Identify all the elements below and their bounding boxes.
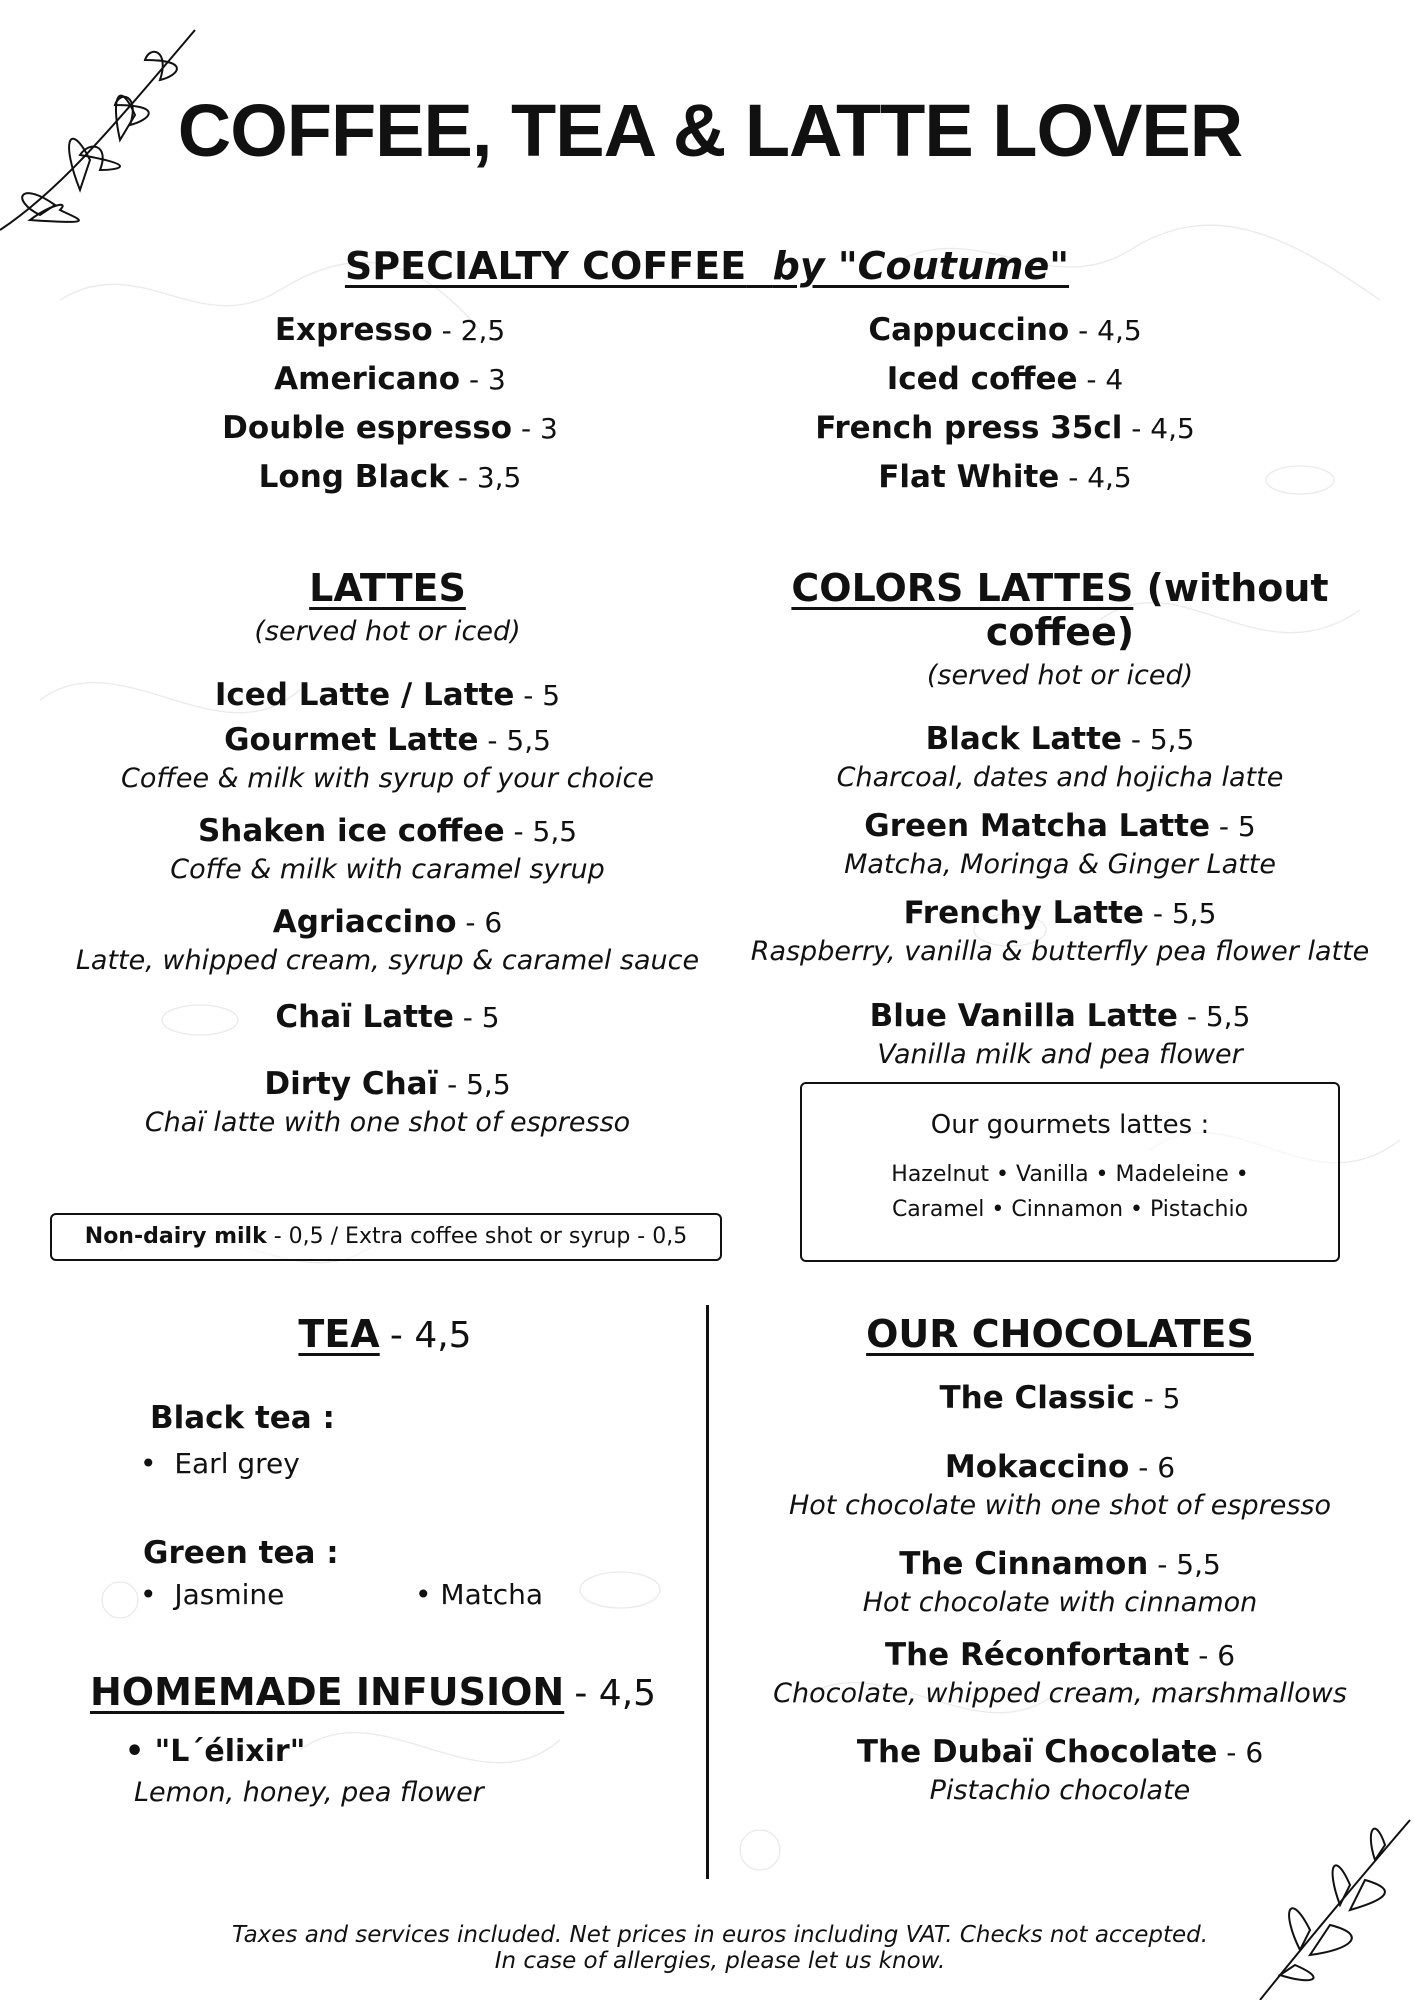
list-item: French press 35cl - 4,5 — [815, 410, 1195, 446]
list-item: • Jasmine — [140, 1578, 285, 1611]
item-description: Pistachio chocolate — [929, 1775, 1191, 1806]
column-divider — [706, 1305, 709, 1879]
list-item: Iced coffee - 4 — [886, 361, 1124, 397]
infusion-item: • "L´élixir" — [125, 1734, 306, 1769]
list-item: • Earl grey — [140, 1447, 300, 1480]
infusion-description: Lemon, honey, pea flower — [134, 1777, 484, 1808]
extras-text: Non-dairy milk - 0,5 / Extra coffee shot or syrup - 0,5 — [84, 1224, 688, 1249]
infusion-price: - 4,5 — [574, 1673, 657, 1714]
footer-line2: In case of allergies, please let us know. — [494, 1948, 946, 1974]
infusion-heading-row — [90, 1670, 710, 1714]
list-item: Frenchy Latte - 5,5 — [903, 895, 1217, 931]
item-description: Charcoal, dates and hojicha latte — [836, 762, 1284, 793]
list-item: Long Black - 3,5 — [258, 459, 522, 495]
list-item: Cappuccino - 4,5 — [868, 312, 1142, 348]
list-item: Double espresso - 3 — [222, 410, 558, 446]
item-description: Matcha, Moringa & Ginger Latte — [844, 849, 1276, 880]
list-item: Flat White - 4,5 — [878, 459, 1132, 495]
list-item: Black Latte - 5,5 — [925, 721, 1195, 757]
gourmet-box-line1: Hazelnut • Vanilla • Madeleine • — [891, 1162, 1249, 1187]
list-item: Chaï Latte - 5 — [275, 999, 500, 1035]
list-item: Expresso - 2,5 — [274, 312, 506, 348]
specialty-coffee-heading — [0, 244, 1414, 288]
roaster-credit: by "Coutume" — [772, 244, 1070, 288]
list-item: Dirty Chaï - 5,5 — [264, 1066, 511, 1102]
colors-heading-suffix: (without coffee) — [985, 566, 1329, 654]
list-item: The Cinnamon - 5,5 — [899, 1546, 1221, 1582]
list-item: Agriaccino - 6 — [272, 904, 503, 940]
item-description: Vanilla milk and pea flower — [877, 1039, 1243, 1070]
lattes-section — [40, 566, 735, 1139]
lattes-heading: LATTES — [309, 566, 466, 610]
footer-note — [120, 1922, 1320, 1974]
specialty-left-list — [160, 306, 620, 502]
colors-lattes-section — [720, 566, 1400, 1071]
colors-heading: COLORS LATTES — [791, 566, 1134, 610]
item-description: Chocolate, whipped cream, marshmallows — [773, 1678, 1347, 1709]
infusion-heading: HOMEMADE INFUSION — [90, 1670, 565, 1714]
gourmet-box-heading: Our gourmets lattes : — [930, 1110, 1210, 1140]
list-item: Green Matcha Latte - 5 — [864, 808, 1256, 844]
item-description: Hot chocolate with one shot of espresso — [788, 1490, 1331, 1521]
list-item: • Matcha — [415, 1578, 544, 1611]
specialty-right-list — [760, 306, 1250, 502]
extras-box — [50, 1213, 722, 1261]
specialty-heading-text: SPECIALTY COFFEE by "Coutume" — [344, 244, 1070, 288]
chocolates-heading: OUR CHOCOLATES — [866, 1312, 1254, 1356]
green-tea-label: Green tea : — [143, 1535, 339, 1571]
item-description: Coffe & milk with caramel syrup — [170, 854, 605, 885]
colors-served-note: (served hot or iced) — [926, 660, 1194, 691]
item-description: Coffee & milk with syrup of your choice — [121, 763, 654, 794]
list-item: Gourmet Latte - 5,5 — [224, 722, 551, 758]
lattes-served-note: (served hot or iced) — [254, 616, 521, 647]
chocolates-section — [720, 1312, 1400, 1807]
list-item: The Réconfortant - 6 — [884, 1637, 1236, 1673]
gourmet-syrups-box — [800, 1082, 1340, 1262]
tea-heading: TEA — [298, 1312, 380, 1356]
page-title: COFFEE, TEA & LATTE LOVER — [177, 89, 1243, 172]
black-tea-label: Black tea : — [150, 1400, 335, 1436]
list-item: Iced Latte / Latte - 5 — [214, 677, 561, 713]
list-item: Shaken ice coffee - 5,5 — [197, 813, 578, 849]
item-description: Chaï latte with one shot of espresso — [144, 1107, 631, 1138]
list-item: The Dubaï Chocolate - 6 — [856, 1734, 1264, 1770]
list-item: Mokaccino - 6 — [944, 1449, 1176, 1485]
item-description: Latte, whipped cream, syrup & caramel sauce — [75, 945, 700, 976]
tea-heading-row — [170, 1312, 600, 1356]
footer-line1: Taxes and services included. Net prices in euros including VAT. Checks not accepted. — [231, 1922, 1209, 1948]
gourmet-box-line2: Caramel • Cinnamon • Pistachio — [891, 1197, 1249, 1222]
item-description: Raspberry, vanilla & butterfly pea flower latte — [750, 936, 1370, 967]
list-item: Blue Vanilla Latte - 5,5 — [869, 998, 1251, 1034]
tea-price: - 4,5 — [389, 1315, 472, 1356]
list-item: The Classic - 5 — [939, 1380, 1181, 1416]
item-description: Hot chocolate with cinnamon — [862, 1587, 1258, 1618]
list-item: Americano - 3 — [274, 361, 506, 397]
